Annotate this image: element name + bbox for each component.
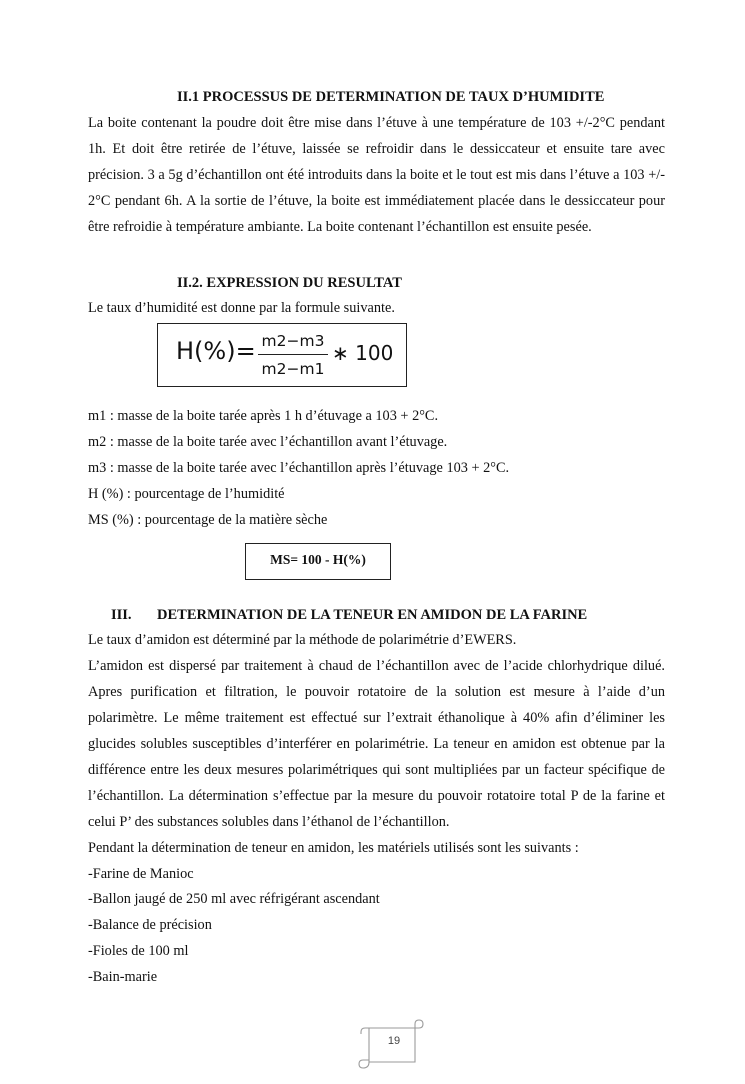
material-item: -Fioles de 100 ml [88,943,189,959]
section-number-starch: III. [111,607,132,623]
definition-ms: MS (%) : pourcentage de la matière sèche [88,512,328,528]
starch-paragraph: L’amidon est dispersé par traitement à chaud de l’échantillon avec de l’acide chlorhydrique dilué. Apres purification et filtration, le pouvoir rotatoire de la solution est mesure à l’aide d’un polarimètre. Le même traitement est effectué sur l’extrait éthanolique à 40% afin d’éliminer les glucides solubles susceptibles d’interférer en polarimétrie. La teneur en amidon est obtenue par la différence entre les deux mesures polarimétriques qui sont multipliées par un facteur spécifique de l’échantillon. La détermination s’effectue par la mesure du pouvoir rotatoire total P de la farine et celui P’ des substances solubles dans l’éthanol de l’échantillon. [88,658,665,830]
humidity-paragraph: La boite contenant la poudre doit être mise dans l’étuve à une température de 103 +/-2°C pendant 1h. Et doit être retirée de l’étuve, laissée se refroidir dans le dessiccateur et ensuite tare avec précision. 3 a 5g d’échantillon ont été introduits dans la boite et le tout est mis dans l’étuve a 103 +/- 2°C pendant 6h. A la sortie de l’étuve, la boite est immédiatement placée dans le dessiccateur pour être refroidie à température ambiante. La boite contenant l’échantillon est ensuite pesée. [88,115,665,235]
section-heading-humidity: II.1 PROCESSUS DE DETERMINATION DE TAUX D’HUMIDITE [177,89,605,105]
definition-h: H (%) : pourcentage de l’humidité [88,486,285,502]
material-item: -Balance de précision [88,917,212,933]
definition-m3: m3 : masse de la boite tarée avec l’échantillon après l’étuvage 103 + 2°C. [88,460,510,476]
starch-method-line: Le taux d’amidon est déterminé par la méthode de polarimétrie d’EWERS. [88,632,517,648]
material-item: -Bain-marie [88,969,158,985]
ms-formula-box: MS= 100 - H(%) [245,543,391,580]
formula-multiplier: ∗ 100 [332,341,394,365]
materials-intro: Pendant la détermination de teneur en amidon, les matériels utilisés sont les suivants : [88,840,579,856]
definition-m2: m2 : masse de la boite tarée avec l’échantillon avant l’étuvage. [88,434,448,450]
formula-denominator: m2−m1 [261,360,325,379]
material-item: -Farine de Manioc [88,866,194,882]
formula-fraction [258,330,328,380]
section-heading-starch: DETERMINATION DE LA TENEUR EN AMIDON DE LA FARINE [157,607,588,623]
section-heading-result: II.2. EXPRESSION DU RESULTAT [177,275,402,291]
humidity-formula-box [157,323,407,387]
formula-numerator: m2−m3 [261,332,325,350]
formula-lhs: H(%)= [176,337,256,365]
definition-m1: m1 : masse de la boite tarée après 1 h d’étuvage a 103 + 2°C. [88,408,439,424]
fraction-bar [258,354,328,355]
material-item: -Ballon jaugé de 250 ml avec réfrigérant ascendant [88,891,380,907]
page-number: 19 [387,1035,401,1047]
formula-intro: Le taux d’humidité est donne par la formule suivante. [88,300,395,316]
